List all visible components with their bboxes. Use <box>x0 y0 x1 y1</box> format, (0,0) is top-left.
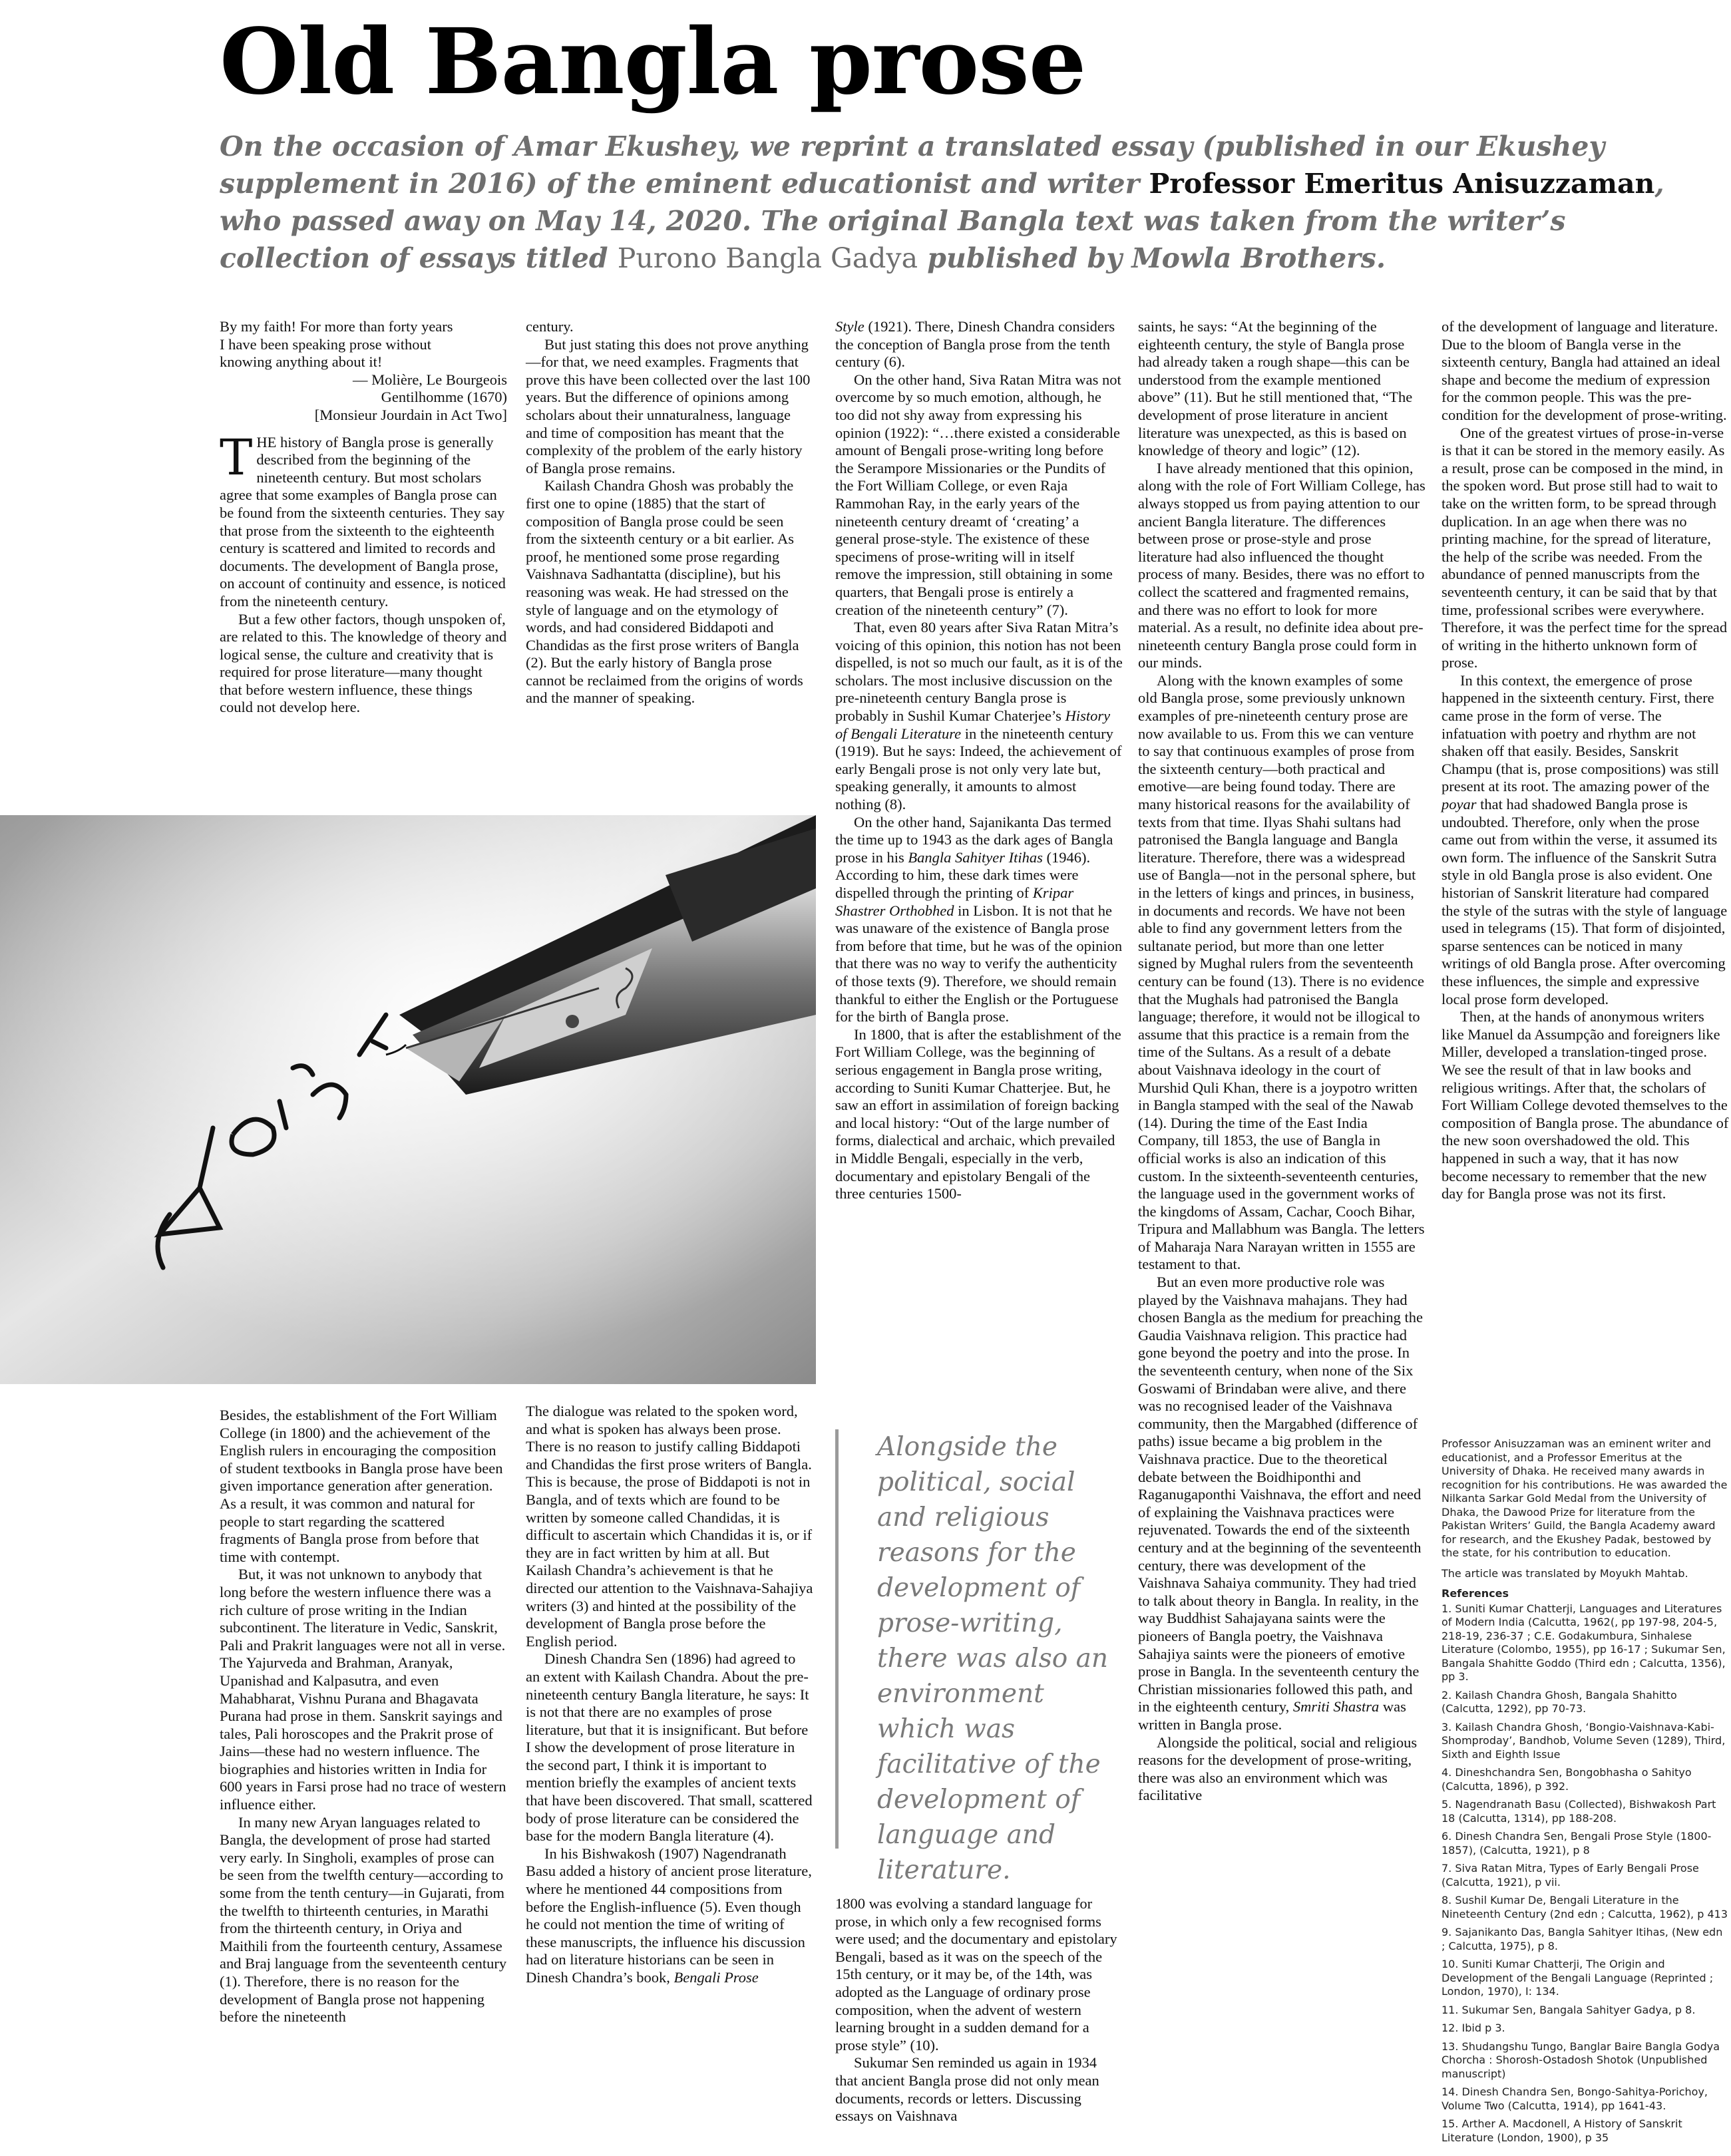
reference-item: 15. Arther A. Macdonell, A History of Sanskrit Literature (London, 1900), p 35 <box>1442 2117 1682 2144</box>
book-title: Bengali Prose <box>673 1969 759 1986</box>
paragraph <box>835 318 1123 371</box>
paragraph: In 1800, that is after the establishment of the Fort William College, was the beginning of serious engagement in Bangla prose writing, according to Suniti Kumar Chatterjee. But, he saw an effort in assimilation of foreign backing and local history: “Out of the large number of forms, dialectical and archaic, which prevailed in Middle Bengali, especially in the verb, documentary and epistolary Bengali of the three centuries 1500- <box>835 1025 1121 1202</box>
column-6 <box>220 1407 507 2026</box>
paragraph <box>835 814 1123 1026</box>
author-bio: Professor Anisuzzaman was an eminent writer and educationist, and a Professor Emeritus at the University of Dhaka. He received many awards in recognition for his contributions. He was awarded the Nilkanta Sarkar Gold Medal from the University of Dhaka, the Dawood Prize for literature from the Pakistan Writers’ Guild, the Bangla Academy award for research, and the Ekushey Padak, bestowed by the state, for his contribution to education. <box>1442 1437 1728 1559</box>
column-1 <box>220 318 507 717</box>
paragraph: century. <box>526 318 574 335</box>
reference-item: 5. Nagendranath Basu (Collected), Bishwakosh Part 18 (Calcutta, 1314), pp 188-208. <box>1442 1798 1716 1825</box>
paragraph: Kailash Chandra Ghosh was probably the first one to opine (1885) that the start of composition of Bangla prose could be seen from the sixteenth century or a bit earlier. As proof, he mentioned some prose regarding Vaishnava Sadhantatta (discipline), but his reasoning was weak. He had stressed on the style of language and on the etymology of words, and had considered Biddapoti and Chandidas as the first prose writers of Bangla (2). But the early history of Bangla prose cannot be reclaimed from the origins of words and the manner of speaking. <box>526 477 803 707</box>
book-title: Smriti Shastra <box>1292 1698 1380 1715</box>
epigraph <box>220 318 507 425</box>
reference-item: 13. Shudangshu Tungo, Banglar Baire Bangla Godya Chorcha : Shorosh-Ostadosh Shotok (Unpublished manuscript) <box>1442 2040 1720 2080</box>
paragraph <box>1138 1274 1426 1733</box>
paragraph: But a few other factors, though unspoken of, are related to this. The knowledge of theory and logical sense, the culture and creativity that is required for prose literature—many thought that before western influence, these things could not develop here. <box>220 610 507 716</box>
paragraph-text: That, even 80 years after Siva Ratan Mitra’s voicing of this opinion, this notion has not been dispelled, is not so much our fault, as it is of the scholars. The most inclusive discussion on the pre-nineteenth century Bangla prose is probably in Sushil Kumar Chaterjee’s <box>835 619 1123 725</box>
paragraph: I have already mentioned that this opinion, along with the role of Fort William College, has always stopped us from paying attention to our ancient Bangla literature. The differences between prose or prose-style and prose literature had also influenced the thought process of many. Besides, there was no effort to collect the scattered and fragmented remains, and there was no effort to look for more material. As a result, no definite idea about pre-nineteenth century Bangla prose could form in our minds. <box>1138 459 1426 671</box>
paragraph: Then, at the hands of anonymous writers like Manuel da Assumpção and foreigners like Miller, developed a translation-tinged prose. We see the result of that in law books and religious writings. After that, the scholars of Fort William College devoted themselves to the composition of Bangla prose. The abundance of the new soon overshadowed the old. This happened in such a way, that it has now become necessary to remember that the new day for Bangla prose was not its first. <box>1442 1008 1729 1202</box>
paragraph-text: in Lisbon. It is not that he was unaware of the existence of Bangla prose from before that time, but he was of the opinion that there was no way to verify the authenticity of those texts (9). Therefore, we should remain thankful to either the English or the Portuguese for the birth of Bangla prose. <box>835 902 1123 1025</box>
book-title: Style <box>835 318 865 335</box>
paragraph <box>220 429 507 611</box>
deck-text-1: On the occasion of Amar Ekushey, we reprint a translated essay (published in our Ekushey supplement in 2016) of the eminent educationist and writer <box>220 130 1605 200</box>
epigraph-line: knowing anything about it! <box>220 353 383 371</box>
book-title: Kripar Shastrer Orthobhed <box>835 884 1074 919</box>
paragraph: But, it was not unknown to anybody that long before the western influence there was a rich culture of prose writing in the Indian subcontinent. The literature in Vedic, Sanskrit, Pali and Prakrit languages were not all in verse. The Yajurveda and Brahman, Aranyak, Upanishad and Kalpasutra, and even Mahabharat, Vishnu Purana and Bhagavata Purana had prose in them. Sanskrit sayings and tales, Pali horoscopes and the Prakrit prose of Jains—these had no western influence. The biographies and histories written in India for 600 years in Farsi prose had no trace of western influence either. <box>220 1566 506 1813</box>
fountain-pen-nib-icon <box>0 815 816 1384</box>
column-8 <box>835 1895 1123 2125</box>
reference-item: 6. Dinesh Chandra Sen, Bengali Prose Style (1800-1857), (Calcutta, 1921), p 8 <box>1442 1830 1712 1857</box>
headline: Old Bangla prose <box>220 9 1086 115</box>
paragraph: But just stating this does not prove anything—for that, we need examples. Fragments that prove this have been collected over the last 100 years. But the difference of opinions among scholars about their unnaturalness, language and time of composition has meant that the complexity of the problem of the early history of Bangla prose remains. <box>526 335 811 476</box>
reference-item: 4. Dineshchandra Sen, Bongobhasha o Sahityo (Calcutta, 1896), p 392. <box>1442 1766 1692 1793</box>
reference-item: 12. Ibid p 3. <box>1442 2022 1505 2034</box>
reference-item: 7. Siva Ratan Mitra, Types of Early Bengali Prose (Calcutta, 1921), p vii. <box>1442 1862 1699 1888</box>
epigraph-attribution: [Monsieur Jourdain in Act Two] <box>314 406 507 423</box>
book-title: Purono Bangla Gadya <box>617 242 918 274</box>
references-heading: References <box>1442 1587 1509 1600</box>
paragraph-text: in the nineteenth century (1919). But he says: Indeed, the achievement of early Bengali prose is not only very late but, speaking generally, it amounts to almost nothing (8). <box>835 725 1122 813</box>
paragraph: On the other hand, Siva Ratan Mitra was not overcome by so much emotion, although, he too did not shy away from expressing his opinion (1922): “…there existed a considerable amount of Bengali prose-writing long before the Serampore Missionaries or the Pundits of the Fort William College, or even Raja Rammohan Ray, in the early years of the nineteenth century dreamt of ‘creating’ a general prose-style. The existence of these specimens of prose-writing will in itself remove the impression, still obtaining in some quarters, that Bengali prose is entirely a creation of the nineteenth century” (7). <box>835 371 1121 618</box>
paragraph: The dialogue was related to the spoken word, and what is spoken has always been prose. There is no reason to justify calling Biddapoti and Chandidas the first prose writers of Bangla. This is because, the prose of Biddapoti is not in Bangla, and of texts which are found to be written by someone called Chandidas, it is difficult to ascertain which Chandidas it is, or if they are in fact written by him at all. But Kailash Chandra’s achievement is that he directed our attention to the Vaishnava-Sahajiya writers (3) and hinted at the possibility of the development of Bangla prose before the English period. <box>526 1403 813 1650</box>
paragraph: saints, he says: “At the beginning of the eighteenth century, the style of Bangla prose had already taken a rough shape—this can be understood from the example mentioned above” (11). But he still mentioned that, “The development of prose literature in ancient literature was unexpected, as this is based on knowledge of theory and logic” (12). <box>1138 318 1413 459</box>
reference-item: 8. Sushil Kumar De, Bengali Literature in the Nineteenth Century (2nd edn ; Calcutta, 1962), p 413 <box>1442 1894 1728 1920</box>
reference-item: 3. Kailash Chandra Ghosh, ‘Bongio-Vaishnava-Kabi-Shomproday’, Bandhob, Volume Seven (1289), Third, Sixth and Eighth Issue <box>1442 1720 1726 1761</box>
epigraph-line: By my faith! For more than forty years <box>220 318 453 335</box>
epigraph-line: I have been speaking prose without <box>220 335 432 353</box>
paragraph-text: that had shadowed Bangla prose is undoubted. Therefore, only when the prose came out from within the verse, it assumed its own form. The influence of the Sanskrit Sutra style in old Bangla prose is also evident. One historian of Sanskrit literature had compared the style of the sutras with the style of language used in telegrams (15). That form of disjointed, sparse sentences can be noticed in many writings of old Bangla prose. After overcoming these influences, the simple and expressive local prose form developed. <box>1442 796 1728 1007</box>
paragraph-text: In this context, the emergence of prose happened in the sixteenth century. First, there came prose in the form of verse. The infatuation with poetry and rhythm are not shaken off that easily. Besides, Sanskrit Champu (that is, prose compositions) was still present at its root. The amazing power of the <box>1442 671 1719 795</box>
paragraph-text: But an even more productive role was played by the Vaishnava mahajans. They had chosen Bangla as the medium for preaching the Gaudia Vaishnava religion. This practice had gone beyond the poetry and into the prose. In the seventeenth century, when none of the Six Goswami of Brindaban were alive, and there was no recognised leader of the Vaishnava community, then the Margabhed (difference of paths) issue became a big problem in the Vaishnava practice. Due to the theoretical debate between the Boidhiponthi and Raganugaponthi Vaishnava, the effort and need of explaining the Vaishnava practices were rejuvenated. Towards the end of the sixteenth century and at the beginning of the seventeenth century, there was development of the Vaishnava Sahaiya community. They had tried to talk about theory in Bangla. In reality, in the way Buddhist Sahajayana saints were the pioneers of Bangla poetry, the Vaishnava Sahajiya saints were the pioneers of emotive prose in Bangla. In the seventeenth century the Christian missionaries followed this path, and in the eighteenth century, <box>1138 1274 1423 1715</box>
column-7 <box>526 1403 813 1987</box>
reference-item: 1. Suniti Kumar Chatterji, Languages and Literatures of Modern India (Calcutta, 1962(, pp 197-98, 204-5, 218-19, 236-37 ; C.E. Godakumbura, Sinhalese Literature (Colombo, 1955), pp 16-17 ; Sukumar Sen, Bangala Shahitte Goddo (Third edn ; Calcutta, 1356), pp 3. <box>1442 1602 1726 1683</box>
paragraph-text: HE history of Bangla prose is generally described from the beginning of the nineteenth century. But most scholars agree that some examples of Bangla prose can be found from the sixteenth centuries. They say that prose from the sixteenth to the eighteenth century is scattered and limited to records and documents. The development of Bangla prose, on account of continuity and essence, is noticed from the nineteenth century. <box>220 433 506 610</box>
paragraph: One of the greatest virtues of prose-in-verse is that it can be stored in the memory easily. As a result, prose can be composed in the mind, in the spoken word. But prose still had to wait to take on the written form, to be spread through duplication. In an age when there was no printing machine, for the spread of literature, the help of the scribe was needed. From the abundance of penned manuscripts from the seventeenth century, it can be said that by that time, professional scribes were everywhere. Therefore, it was the perfect time for the spread of writing in the hitherto unknown form of prose. <box>1442 424 1728 671</box>
paragraph: Dinesh Chandra Sen (1896) had agreed to an extent with Kailash Chandra. About the pre-nineteenth century Bangla literature, he says: It is not that there are no examples of prose literature, but that it is insignificant. But before I show the development of prose literature in the second part, I think it is important to mention briefly the examples of ancient texts that have been discovered. That small, scattered body of prose literature can be considered the base for the modern Bangla literature (4). <box>526 1650 813 1845</box>
drop-cap: T <box>220 429 253 486</box>
paragraph: Along with the known examples of some old Bangla prose, some previously unknown examples of pre-nineteenth century prose are now available to us. From this we can venture to say that continuous examples of prose from the sixteenth century—both practical and emotive—are being found today. There are many historical reasons for the availability of texts from that time. Ilyas Shahi sultans had patronised the Bangla language and Bangla literature. Therefore, there was a widespread use of Bangla—not in the personal sphere, but in the letters of kings and princes, in business, in documents and records. We have not been able to find any government letters from the sultanate period, but more than one letter signed by Mughal rulers from the seventeenth century can be found (13). There is no evidence that the Mughals had patronised the Bangla language; therefore, it would not be illogical to assume that this practice is a remain from the time of the Sultans. As a result of a debate about Vaishnava ideology in the court of Murshid Quli Khan, there is a joypotro written in Bangla stamped with the seal of the Nawab (14). During the time of the East India Company, till 1853, the use of Bangla in official works is also an indication of this custom. In the sixteenth-seventeenth centuries, the language used in the government works of the kingdoms of Assam, Cachar, Cooch Bihar, Tripura and Mallabhum was Bangla. The letters of Maharaja Nara Narayan written in 1555 are testament to that. <box>1138 671 1425 1273</box>
term: poyar <box>1442 796 1477 813</box>
deck-text-2: , who passed away on May 14, 2020. The original Bangla text was taken from the writer’s collection of essays titled <box>220 168 1664 274</box>
reference-item: 9. Sajanikanto Das, Bangla Sahityer Itihas, (New edn ; Calcutta, 1975), p 8. <box>1442 1926 1723 1952</box>
reference-item: 11. Sukumar Sen, Bangala Sahityer Gadya, p 8. <box>1442 2003 1696 2016</box>
paragraph <box>526 1845 813 1987</box>
author-name: Professor Emeritus Anisuzzaman <box>1149 168 1655 200</box>
deck-text-3: published by Mowla Brothers. <box>918 242 1386 274</box>
reference-item: 2. Kailash Chandra Ghosh, Bangala Shahitto (Calcutta, 1292), pp 70-73. <box>1442 1688 1677 1715</box>
reference-item: 10. Suniti Kumar Chatterji, The Origin and Development of the Bengali Language (Reprinted ; London, 1970), I: 134. <box>1442 1958 1714 1998</box>
paragraph: Sukumar Sen reminded us again in 1934 that ancient Bangla prose did not only mean documents, records or letters. Discussing essays on Vaishnava <box>835 2054 1099 2125</box>
book-title: History of Bengali Literature <box>835 707 1111 742</box>
reference-item: 14. Dinesh Chandra Sen, Bongo-Sahitya-Porichoy, Volume Two (Calcutta, 1914), pp 1641-43. <box>1442 2085 1708 2112</box>
pull-quote-text: Alongside the political, social and religious reasons for the development of prose-writing, there was also an environment which was facilitative of the development of language and literature. <box>877 1432 1109 1885</box>
paragraph-text: On the other hand, Sajanikanta Das termed the time up to 1943 as the dark ages of Bangla prose in his <box>835 813 1113 866</box>
paragraph-text: (1921). There, Dinesh Chandra considers the conception of Bangla prose from the tenth century (6). <box>835 318 1115 371</box>
paragraph <box>1442 672 1729 1008</box>
paragraph: Besides, the establishment of the Fort William College (in 1800) and the achievement of the English rulers in encouraging the composition of student textbooks in Bangla prose have been given importance generation after generation. As a result, it was common and natural for people to start regarding the scattered fragments of Bangla prose from before that time with contempt. <box>220 1407 503 1565</box>
column-4 <box>1138 318 1426 1805</box>
epigraph-attribution: Gentilhomme (1670) <box>381 389 507 406</box>
paragraph: of the development of language and literature. Due to the bloom of Bangla verse in the sixteenth century, Bangla had attained an ideal shape and become the medium of expression for the common people. This was the pre-condition for the development of prose-writing. <box>1442 318 1727 423</box>
paragraph: Alongside the political, social and religious reasons for the development of prose-writing, there was also an environment which was facilitative <box>1138 1733 1418 1804</box>
book-title: Bangla Sahityer Itihas <box>908 848 1043 866</box>
paragraph-text: (1946). According to him, these dark times were dispelled through the printing of <box>835 848 1091 901</box>
translator-credit: The article was translated by Moyukh Mahtab. <box>1442 1566 1688 1580</box>
standfirst <box>220 128 1724 277</box>
author-bio-and-references <box>1442 1437 1729 2149</box>
paragraph: In many new Aryan languages related to Bangla, the development of prose had started very early. In Singholi, examples of prose can be seen from the twelfth century—according to some from the tenth century—in Gujarati, from the twelfth to thirteenth centuries, in Marathi from the thirteenth century, in Oriya and Maithili from the fourteenth century, Assamese and Braj language from the seventeenth century (1). Therefore, there is no reason for the development of Bangla prose not happening before the nineteenth <box>220 1813 507 2026</box>
epigraph-attribution: — Molière, Le Bourgeois <box>352 371 507 388</box>
column-2 <box>526 318 813 707</box>
pull-quote <box>835 1429 1115 1885</box>
paragraph-text: In his Bishwakosh (1907) Nagendranath Basu added a history of ancient prose literature, where he mentioned 44 compositions from before the English-influence (5). Even though he could not mention the time of writing of these manuscripts, the influence his discussion had on literature historians can be seen in Dinesh Chandra’s book, <box>526 1845 812 1986</box>
column-5 <box>1442 318 1729 1203</box>
paragraph: 1800 was evolving a standard language for prose, in which only a few recognised forms were used; and the documentary and epistolary Bengali, based as it was on the speech of the 15th century, or it may be, of the 14th, was adopted as the Language of ordinary prose composition, when the advent of western learning brought in a sudden demand for a prose style” (10). <box>835 1895 1117 2054</box>
paragraph-text: was written in Bangla prose. <box>1138 1698 1406 1733</box>
paragraph <box>835 619 1123 814</box>
pen-nib-photo <box>0 815 816 1384</box>
column-3 <box>835 318 1123 1203</box>
